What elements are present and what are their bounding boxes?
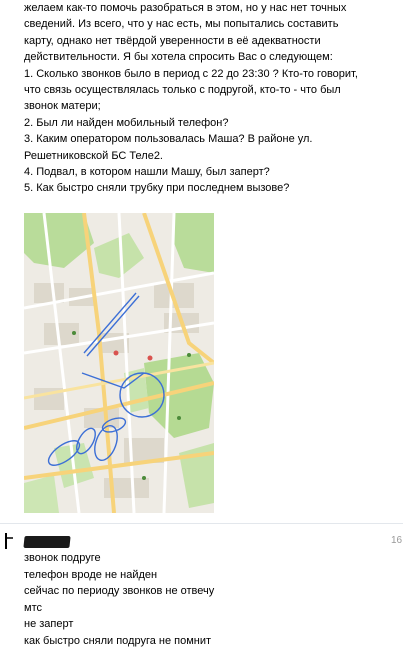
post-line: 1. Сколько звонков было в период с 22 до 23:30 ? Кто-то говорит, xyxy=(24,67,358,80)
reply-timestamp: 16 xyxy=(391,535,403,546)
reply-line: звонок подруге xyxy=(24,552,101,564)
reply-line: не заперт xyxy=(24,618,74,630)
map-image[interactable] xyxy=(24,213,214,513)
post-line: действительности. Я бы хотела спросить Вас о следующем: xyxy=(24,51,333,64)
redacted-author-name[interactable] xyxy=(23,536,70,548)
post-line: желаем как-то помочь разобраться в этом, но у нас нет точных xyxy=(24,2,347,14)
post-line: карту, однако нет твёрдой уверенности в её адекватности xyxy=(24,34,321,47)
post-line: Решетниковской БС Теле2. xyxy=(24,149,163,162)
post-line: звонок матери; xyxy=(24,100,101,113)
reply-body xyxy=(24,550,394,649)
reply-line: как быстро сняли подруга не помнит xyxy=(24,634,212,647)
post-line: что связь осуществлялась только с подругой, кто-то - что был xyxy=(24,84,341,97)
comment-divider xyxy=(0,523,403,524)
post-line: сведений. Из всего, что у нас есть, мы попытались составить xyxy=(24,18,339,31)
reply-arrow-icon xyxy=(4,533,14,549)
post-line: 3. Каким оператором пользовалась Маша? В районе ул. xyxy=(24,133,313,146)
reply-line: мтс xyxy=(24,601,42,614)
post-line: 4. Подвал, в котором нашли Машу, был заперт? xyxy=(24,166,270,179)
post-body xyxy=(24,0,399,197)
post-line: 5. Как быстро сняли трубку при последнем вызове? xyxy=(24,182,290,195)
reply-line: сейчас по периоду звонков не отвечу xyxy=(24,585,215,597)
reply-line: телефон вроде не найден xyxy=(24,568,158,581)
post-line: 2. Был ли найден мобильный телефон? xyxy=(24,116,229,129)
